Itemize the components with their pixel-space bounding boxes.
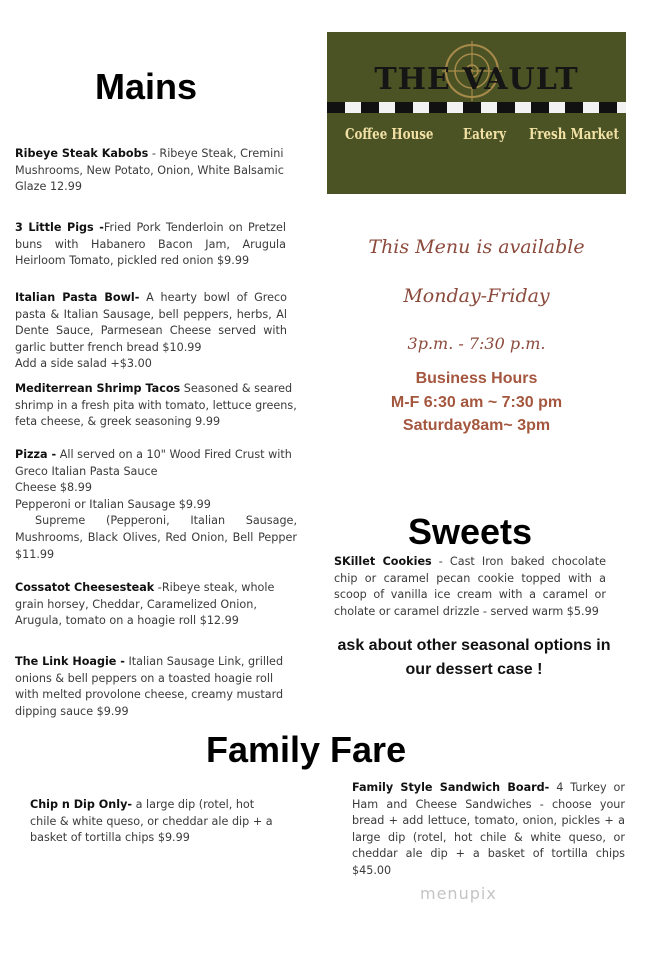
logo-title: THE VAULT [374,62,579,97]
item-name: The Link Hoagie - [15,655,125,668]
mains-heading: Mains [95,66,198,107]
item-desc: 4 Turkey or Ham and Cheese Sandwiches - choose your bread + add lettuce, tomato, onion, pickles + a large dip (rotel, hot chile & white queso, or cheddar ale dip + a basket of tortilla chips $45.00 [352,781,625,877]
item-desc: All served on a 10" Wood Fired Crust with Greco Italian Pasta Sauce [15,448,292,478]
item-desc: a large dip (rotel, hot chile & white queso, or cheddar ale dip + a basket of tortilla chips $9.99 [30,798,273,845]
logo-tagline [327,126,626,148]
family-fare-heading: Family Fare [206,729,407,770]
menu-item-3-little-pigs [15,220,286,270]
item-desc: - Ribeye Steak, Cremini Mushrooms, New Potato, Onion, White Balsamic Glaze 12.99 [15,147,284,194]
item-extra: Add a side salad +$3.00 [15,357,152,371]
item-desc: - Cast Iron baked chocolate chip or caramel pecan cookie topped with a scoop of vanilla ice cream with a caramel or cholate or caramel drizzle - served warm $5.99 [334,555,606,618]
menu-item-chip-n-dip [30,797,284,847]
the-vault-logo [327,32,626,194]
business-hours-title: Business Hours [415,370,538,387]
item-name: Cossatot Cheesesteak [15,581,155,594]
tag-eatery: Eatery [463,126,506,143]
item-name: 3 Little Pigs - [15,221,104,234]
pizza-cheese: Cheese $8.99 [15,481,92,495]
menu-item-pizza [15,447,297,563]
item-name: Ribeye Steak Kabobs [15,147,149,160]
availability-line-2: Monday-Friday [403,285,550,307]
item-desc: -Ribeye steak, whole grain horsey, Cheddar, Caramelized Onion, Arugula, tomato on a hoagie roll $12.99 [15,581,275,628]
item-name: Chip n Dip Only- [30,798,133,811]
menu-item-sandwich-board [352,780,625,880]
sweets-heading: Sweets [408,511,533,552]
item-name: Mediterrean Shrimp Tacos [15,382,181,395]
menu-item-ribeye-kabobs [15,146,287,196]
item-name: Pizza - [15,448,57,461]
item-name: SKillet Cookies [334,555,432,568]
menu-item-shrimp-tacos [15,381,300,431]
menupix-watermark: menupix [420,884,497,903]
business-hours-weekday: M-F 6:30 am ~ 7:30 pm [390,394,563,411]
item-desc: A hearty bowl of Greco pasta & Italian Sausage, bell peppers, herbs, Al Dente Sauce, Parmesean Cheese served with garlic butter french bread $10.99 [15,291,287,354]
seasonal-options-note: ask about other seasonal options in our dessert case ! [337,637,611,678]
item-name: Family Style Sandwich Board- [352,781,550,794]
menu-item-skillet-cookies [334,554,606,620]
pizza-supreme: Supreme (Pepperoni, Italian Sausage, Mushrooms, Black Olives, Red Onion, Bell Pepper $11.99 [15,514,297,561]
pizza-pepperoni: Pepperoni or Italian Sausage $9.99 [15,497,211,511]
item-name: Italian Pasta Bowl- [15,291,140,304]
menu-item-link-hoagie [15,654,287,720]
item-desc: Italian Sausage Link, grilled onions & bell peppers on a toasted hoagie roll with melted provolone cheese, creamy mustard dipping sauce $9.99 [15,655,284,718]
checker-stripe [327,102,626,113]
availability-line-1: This Menu is available [368,236,585,258]
item-desc: Fried Pork Tenderloin on Pretzel buns with Habanero Bacon Jam, Arugula Heirloom Tomato, pickled red onion $9.99 [15,221,286,268]
menu-item-cheesesteak [15,580,287,630]
availability-line-3: 3p.m. - 7:30 p.m. [407,334,546,353]
tag-fresh-market: Fresh Market [529,126,619,143]
item-desc: Seasoned & seared shrimp in a fresh pita with tomato, lettuce greens, feta cheese, & greek seasoning 9.99 [15,382,297,429]
business-hours-saturday: Saturday8am~ 3pm [402,417,551,434]
menu-item-italian-pasta-bowl [15,290,287,373]
tag-coffee-house: Coffee House [345,126,434,143]
